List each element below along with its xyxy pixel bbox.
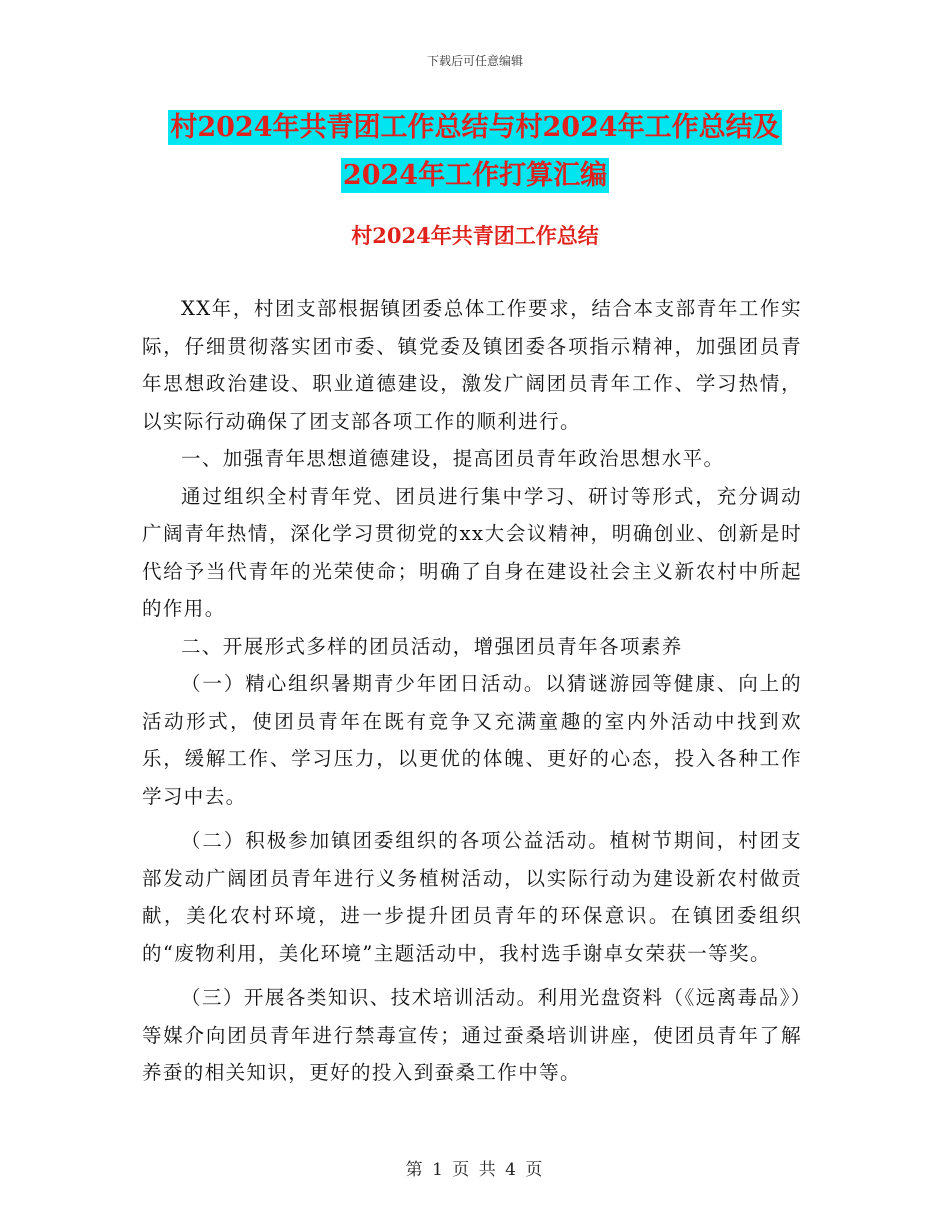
document-title [0,104,950,200]
page-footer: 第 1 页 共 4 页 [405,1160,545,1180]
paragraph-intro: XX年，村团支部根据镇团委总体工作要求，结合本支部青年工作实际，仔细贯彻落实团市委、镇党委及镇团委各项指示精神，加强团员青年思想政治建设、职业道德建设，激发广阔团员青年工作、学习热情，以实际行动确保了团支部各项工作的顺利进行。 [142,297,802,433]
title-line-1: 村2024年共青团工作总结与村2024年工作总结及 [170,112,780,143]
body-text [142,290,802,1092]
paragraph-study: 通过组织全村青年党、团员进行集中学习、研讨等形式，充分调动广阔青年热情，深化学习贯彻党的xx大会议精神，明确创业、创新是时代给予当代青年的光荣使命；明确了自身在建设社会主义新农村中所起的作用。 [142,484,802,620]
paragraph-item-2: （二）积极参加镇团委组织的各项公益活动。植树节期间，村团支部发动广阔团员青年进行义务植树活动，以实际行动为建设新农村做贡献，美化农村环境，进一步提升团员青年的环保意识。在镇团委组织的“废物利用，美化环境”主题活动中，我村选手谢卓女荣获一等奖。 [142,829,802,965]
section-title: 村2024年共青团工作总结 [351,223,599,248]
paragraph-item-1: （一）精心组织暑期青少年团日活动。以猜谜游园等健康、向上的活动形式，使团员青年在既有竞争又充满童趣的室内外活动中找到欢乐，缓解工作、学习压力，以更优的体魄、更好的心态，投入各种工作学习中去。 [142,672,802,808]
paragraph-heading-1: 一、加强青年思想道德建设，提高团员青年政治思想水平。 [181,447,725,470]
title-line-2: 2024年工作打算汇编 [342,160,608,191]
paragraph-item-3: （三）开展各类知识、技术培训活动。利用光盘资料（《远离毒品》）等媒介向团员青年进行禁毒宣传；通过蚕桑培训讲座，使团员青年了解养蚕的相关知识，更好的投入到蚕桑工作中等。 [142,986,802,1084]
header-note: 下载后可任意编辑 [426,54,523,68]
paragraph-heading-2: 二、开展形式多样的团员活动，增强团员青年各项素养 [181,634,683,658]
